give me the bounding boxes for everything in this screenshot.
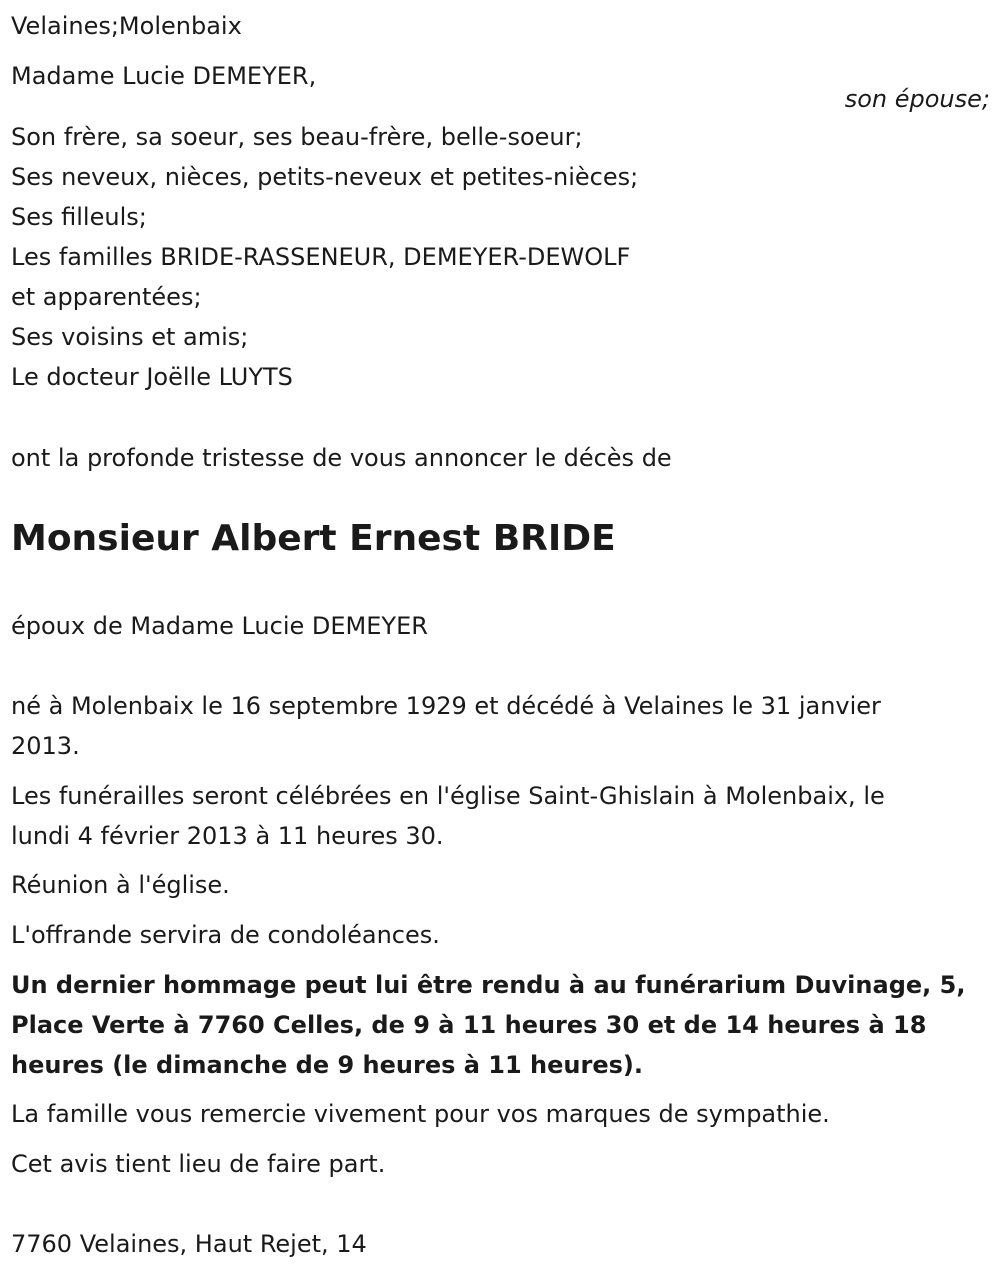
tribute-line: Un dernier hommage peut lui être rendu à au funérarium Duvinage, 5, (11, 971, 966, 999)
mourner-line: Les familles BRIDE-RASSENEUR, DEMEYER-DEWOLF (11, 243, 631, 271)
family-address: 7760 Velaines, Haut Rejet, 14 (11, 1230, 367, 1258)
birth-death-paragraph (11, 686, 991, 766)
tribute-paragraph (11, 965, 991, 1085)
tribute-line: heures (le dimanche de 9 heures à 11 heures). (11, 1051, 643, 1079)
birth-death-line: 2013. (11, 732, 80, 760)
places-heading: Velaines;Molenbaix (11, 12, 242, 40)
tribute-line: Place Verte à 7760 Celles, de 9 à 11 heures 30 et de 14 heures à 18 (11, 1011, 927, 1039)
reunion-paragraph: Réunion à l'église. (11, 871, 230, 899)
spouse-line: époux de Madame Lucie DEMEYER (11, 612, 428, 640)
mourner-line: et apparentées; (11, 283, 202, 311)
mourner-line: Ses filleuls; (11, 203, 147, 231)
offering-paragraph: L'offrande servira de condoléances. (11, 921, 440, 949)
mourner-line: Ses neveux, nièces, petits-neveux et petites-nièces; (11, 163, 639, 191)
deceased-name: Monsieur Albert Ernest BRIDE (11, 518, 616, 559)
mourners-list (11, 117, 638, 397)
funeral-line: Les funérailles seront célébrées en l'église Saint-Ghislain à Molenbaix, le (11, 782, 885, 810)
birth-death-line: né à Molenbaix le 16 septembre 1929 et décédé à Velaines le 31 janvier (11, 692, 881, 720)
mourner-line: Le docteur Joëlle LUYTS (11, 363, 293, 391)
notice-paragraph: Cet avis tient lieu de faire part. (11, 1150, 386, 1178)
funeral-line: lundi 4 février 2013 à 11 heures 30. (11, 822, 444, 850)
thanks-paragraph: La famille vous remercie vivement pour vos marques de sympathie. (11, 1100, 830, 1128)
widow-relation: son épouse; (844, 85, 990, 113)
announcement-text: ont la profonde tristesse de vous annoncer le décès de (11, 444, 672, 472)
funeral-paragraph (11, 776, 991, 856)
widow-name: Madame Lucie DEMEYER, (11, 62, 317, 90)
mourner-line: Ses voisins et amis; (11, 323, 249, 351)
mourner-line: Son frère, sa soeur, ses beau-frère, belle-soeur; (11, 123, 583, 151)
